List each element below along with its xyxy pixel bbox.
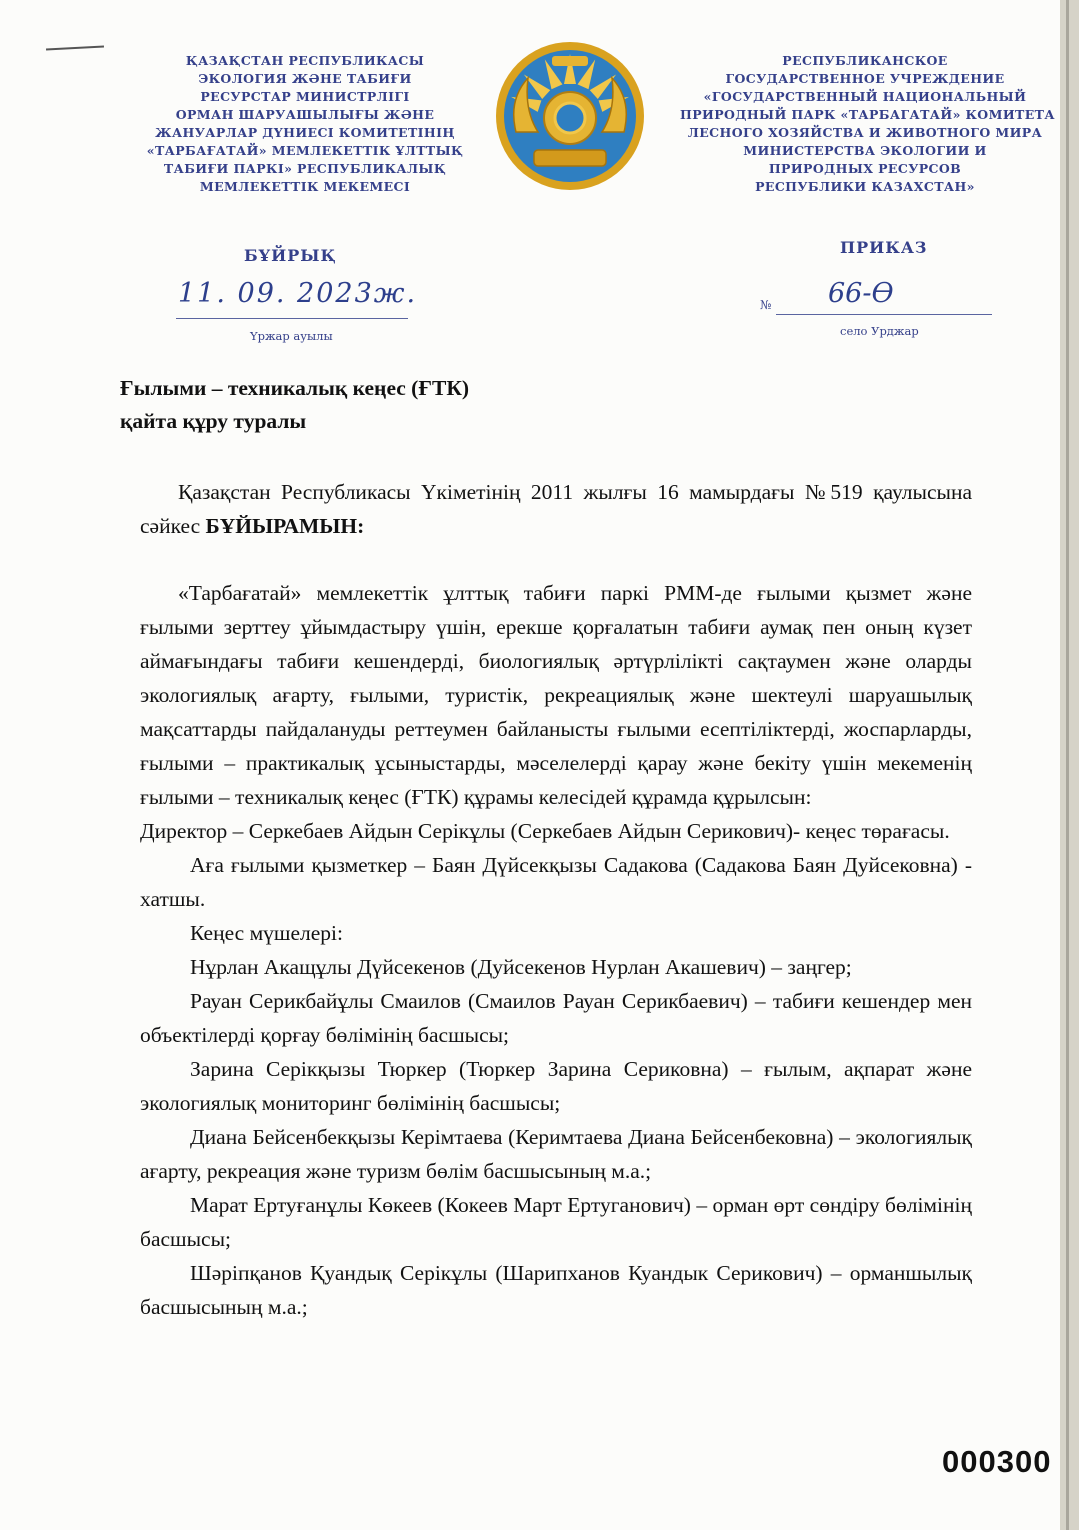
header-right-line: «ГОСУДАРСТВЕННЫЙ НАЦИОНАЛЬНЫЙ (703, 89, 1027, 104)
header-right (680, 52, 1055, 196)
order-title-line: Ғылыми – техникалық кеңес (ҒТК) (120, 376, 470, 400)
header-left-line: РЕСУРСТАР МИНИСТРЛІГІ (200, 89, 410, 104)
header-left-line: ОРМАН ШАРУАШЫЛЫҒЫ ЖӘНЕ (175, 107, 435, 122)
header-left-line: ҚАЗАҚСТАН РЕСПУБЛИКАСЫ (185, 53, 425, 68)
header-left (120, 52, 490, 196)
member-item: Рауан Серикбайұлы Смаилов (Смаилов Рауан Серикбаевич) – табиғи кешендер мен объектілерді қорғау бөлімінің басшысы; (140, 989, 972, 1047)
member-item: Диана Бейсенбекқызы Керімтаева (Керимтаева Диана Бейсенбековна) – экологиялық ағарту, рекреация және туризм бөлім басшысының м.а.; (140, 1125, 972, 1183)
council-chair: Директор – Серкебаев Айдын Серікұлы (Серкебаев Айдын Серикович)- кеңес төрағасы. (140, 819, 950, 843)
member-item: Шәріпқанов Қуандық Серікұлы (Шарипханов Куандык Серикович) – орманшылық басшысының м.а.; (140, 1261, 972, 1319)
header-right-line: ГОСУДАРСТВЕННОЕ УЧРЕЖДЕНИЕ (725, 71, 1005, 86)
order-title-line: қайта құру туралы (120, 409, 307, 433)
header-right-line: ПРИРОДНЫЙ ПАРК «ТАРБАГАТАЙ» КОМИТЕТА (680, 107, 1055, 122)
date-underline (176, 318, 408, 319)
council-secretary: Аға ғылыми қызметкер – Баян Дүйсекқызы Садакова (Садакова Баян Дуйсековна) - хатшы. (140, 853, 972, 911)
member-item: Марат Ертуғанұлы Көкеев (Кокеев Март Ертуганович) – орман өрт сөндіру бөлімінің басшысы; (140, 1193, 972, 1251)
header-right-line: РЕСПУБЛИКИ КАЗАХСТАН» (755, 179, 975, 194)
order-body (140, 576, 972, 1324)
doc-kind-russian: ПРИКАЗ (840, 238, 928, 257)
place-russian: село Урджар (840, 324, 919, 338)
place-kazakh: Үржар ауылы (250, 329, 333, 343)
header-right-line: ПРИРОДНЫХ РЕСУРСОВ (768, 161, 962, 176)
member-item: Зарина Серікқызы Тюркер (Тюркер Зарина Сериковна) – ғылым, ақпарат және экологиялық мониторинг бөлімінің басшысы; (140, 1057, 972, 1115)
number-underline (776, 314, 992, 315)
date-handwritten: 11. 09. 2023ж. (178, 278, 418, 309)
header-left-line: ЖАНУАРЛАР ДҮНИЕСІ КОМИТЕТІНІҢ (155, 125, 455, 140)
doc-kind-kazakh: БҰЙРЫҚ (244, 246, 337, 265)
member-item: Нұрлан Акащұлы Дүйсекенов (Дуйсекенов Нурлан Акашевич) – заңгер; (190, 955, 852, 979)
header-right-line: ЛЕСНОГО ХОЗЯЙСТВА И ЖИВОТНОГО МИРА (687, 125, 1043, 140)
header-left-line: МЕМЛЕКЕТТІК МЕКЕМЕСІ (199, 179, 411, 194)
header-left-line: ЭКОЛОГИЯ ЖӘНЕ ТАБИҒИ (198, 71, 412, 86)
header-right-line: РЕСПУБЛИКАНСКОЕ (782, 53, 948, 68)
header-left-line: «ТАРБАҒАТАЙ» МЕМЛЕКЕТТІК ҰЛТТЫҚ (146, 143, 464, 158)
page-edge (1060, 0, 1079, 1530)
serial-number: 000300 (942, 1444, 1052, 1479)
members-label: Кеңес мүшелері: (190, 921, 343, 945)
order-number-handwritten: 66-Ө (828, 278, 894, 309)
page-edge-line (1066, 0, 1069, 1530)
number-sign: № (760, 298, 772, 312)
preamble-order-word: БҰЙЫРАМЫН: (205, 514, 365, 538)
preamble (140, 475, 972, 543)
main-paragraph: «Тарбағатай» мемлекеттік ұлттық табиғи паркі РММ-де ғылыми қызмет және ғылыми зерттеу ұйымдастыру үшін, ерекше қорғалатын табиғи аумақ пен оның күзет аймағындағы табиғи кешендерді, биологиялық әртүрлілікті сақтаумен және оларды экологиялық ағарту, ғылыми, туристік, рекреациялық және шектеулі шаруашылық мақсаттарды пайдалануды реттеумен байланысты ғылыми есептіліктерді, жоспарларды, ғылыми – практикалық ұсыныстарды, мәселелерді қарау және бекіту үшін мекеменің ғылыми – техникалық кеңес (ҒТК) құрамы келесідей құрамда құрылсын: (140, 581, 972, 809)
header-left-line: ТАБИҒИ ПАРКІ» РЕСПУБЛИКАЛЫҚ (163, 161, 447, 176)
header-right-line: МИНИСТЕРСТВА ЭКОЛОГИИ И (743, 143, 987, 158)
kazakhstan-state-emblem-icon (494, 40, 646, 192)
order-title (120, 372, 469, 438)
preamble-text: Қазақстан Республикасы Үкіметінің 2011 жылғы 16 мамырдағы №519 қаулысына сәйкес (140, 480, 972, 538)
